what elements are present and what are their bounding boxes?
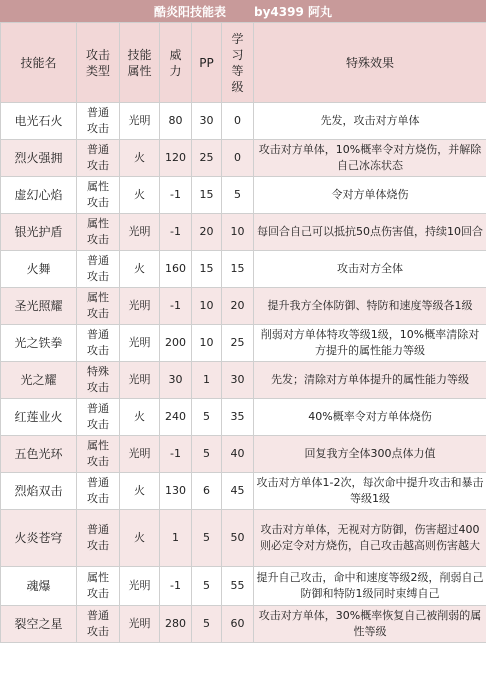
header-power: 威 力: [160, 23, 192, 103]
skill-name-cell: 光之铁拳: [1, 325, 77, 362]
pp-cell: 10: [192, 325, 222, 362]
learn-level-cell: 60: [222, 606, 254, 643]
learn-level-cell: 15: [222, 251, 254, 288]
special-effect-cell: 先发；清除对方单体提升的属性能力等级: [254, 362, 486, 399]
table-row: [1, 473, 486, 510]
learn-level-cell: 45: [222, 473, 254, 510]
table-body: [1, 103, 486, 643]
header-skill-name: 技能名: [1, 23, 77, 103]
special-effect-cell: 回复我方全体300点体力值: [254, 436, 486, 473]
learn-level-cell: 20: [222, 288, 254, 325]
power-cell: 120: [160, 140, 192, 177]
pp-cell: 5: [192, 567, 222, 606]
skill-attribute-cell: 光明: [120, 103, 160, 140]
power-cell: 280: [160, 606, 192, 643]
special-effect-cell: 令对方单体烧伤: [254, 177, 486, 214]
pp-cell: 15: [192, 177, 222, 214]
attack-type-cell: 普通 攻击: [77, 325, 120, 362]
learn-level-cell: 25: [222, 325, 254, 362]
table-author: by4399 阿丸: [254, 4, 332, 19]
skill-name-cell: 烈焰双击: [1, 473, 77, 510]
special-effect-cell: 攻击对方单体，10%概率令对方烧伤，并解除自己冰冻状态: [254, 140, 486, 177]
skill-name-cell: 火舞: [1, 251, 77, 288]
learn-level-cell: 30: [222, 362, 254, 399]
skill-attribute-cell: 光明: [120, 362, 160, 399]
power-cell: 160: [160, 251, 192, 288]
learn-level-cell: 55: [222, 567, 254, 606]
skill-attribute-cell: 光明: [120, 436, 160, 473]
skill-attribute-cell: 光明: [120, 325, 160, 362]
special-effect-cell: 攻击对方单体1-2次，每次命中提升攻击和暴击等级1级: [254, 473, 486, 510]
table-row: [1, 214, 486, 251]
skill-name-cell: 烈火强拥: [1, 140, 77, 177]
special-effect-cell: 提升自己攻击，命中和速度等级2级，削弱自己防御和特防1级同时束缚自己: [254, 567, 486, 606]
table-title-bar: [0, 0, 486, 23]
attack-type-cell: 属性 攻击: [77, 177, 120, 214]
special-effect-cell: 提升我方全体防御、特防和速度等级各1级: [254, 288, 486, 325]
power-cell: -1: [160, 177, 192, 214]
skill-attribute-cell: 火: [120, 473, 160, 510]
power-cell: -1: [160, 214, 192, 251]
skill-attribute-cell: 光明: [120, 214, 160, 251]
learn-level-cell: 10: [222, 214, 254, 251]
table-row: [1, 251, 486, 288]
skill-name-cell: 红莲业火: [1, 399, 77, 436]
pp-cell: 25: [192, 140, 222, 177]
power-cell: -1: [160, 436, 192, 473]
power-cell: 200: [160, 325, 192, 362]
pp-cell: 5: [192, 436, 222, 473]
attack-type-cell: 特殊 攻击: [77, 362, 120, 399]
learn-level-cell: 0: [222, 103, 254, 140]
skill-name-cell: 光之耀: [1, 362, 77, 399]
table-row: [1, 177, 486, 214]
skill-attribute-cell: 光明: [120, 606, 160, 643]
attack-type-cell: 普通 攻击: [77, 103, 120, 140]
pp-cell: 10: [192, 288, 222, 325]
skill-table: [0, 22, 486, 643]
header-skill-attribute: 技能 属性: [120, 23, 160, 103]
table-row: [1, 510, 486, 567]
power-cell: 240: [160, 399, 192, 436]
special-effect-cell: 攻击对方单体，无视对方防御，伤害超过400则必定令对方烧伤，自己攻击越高则伤害越大: [254, 510, 486, 567]
skill-attribute-cell: 火: [120, 140, 160, 177]
table-row: [1, 288, 486, 325]
learn-level-cell: 5: [222, 177, 254, 214]
header-attack-type: 攻击 类型: [77, 23, 120, 103]
table-row: [1, 362, 486, 399]
skill-attribute-cell: 火: [120, 177, 160, 214]
table-header-row: [1, 23, 486, 103]
power-cell: -1: [160, 288, 192, 325]
pp-cell: 1: [192, 362, 222, 399]
attack-type-cell: 普通 攻击: [77, 251, 120, 288]
pp-cell: 5: [192, 399, 222, 436]
pp-cell: 5: [192, 606, 222, 643]
skill-name-cell: 裂空之星: [1, 606, 77, 643]
power-cell: 30: [160, 362, 192, 399]
attack-type-cell: 普通 攻击: [77, 510, 120, 567]
table-row: [1, 140, 486, 177]
special-effect-cell: 攻击对方全体: [254, 251, 486, 288]
attack-type-cell: 属性 攻击: [77, 214, 120, 251]
attack-type-cell: 属性 攻击: [77, 436, 120, 473]
power-cell: 80: [160, 103, 192, 140]
header-learn-level: 学 习 等 级: [222, 23, 254, 103]
learn-level-cell: 50: [222, 510, 254, 567]
table-row: [1, 436, 486, 473]
attack-type-cell: 普通 攻击: [77, 140, 120, 177]
special-effect-cell: 40%概率令对方单体烧伤: [254, 399, 486, 436]
pp-cell: 20: [192, 214, 222, 251]
pp-cell: 30: [192, 103, 222, 140]
skill-attribute-cell: 火: [120, 510, 160, 567]
power-cell: 130: [160, 473, 192, 510]
skill-name-cell: 五色光环: [1, 436, 77, 473]
skill-name-cell: 电光石火: [1, 103, 77, 140]
table-title: 酷炎阳技能表: [153, 4, 226, 19]
special-effect-cell: 削弱对方单体特攻等级1级，10%概率清除对方提升的属性能力等级: [254, 325, 486, 362]
skill-name-cell: 银光护盾: [1, 214, 77, 251]
skill-name-cell: 火炎苍穹: [1, 510, 77, 567]
learn-level-cell: 40: [222, 436, 254, 473]
special-effect-cell: 每回合自己可以抵抗50点伤害值，持续10回合: [254, 214, 486, 251]
pp-cell: 6: [192, 473, 222, 510]
power-cell: -1: [160, 567, 192, 606]
skill-attribute-cell: 火: [120, 399, 160, 436]
special-effect-cell: 先发，攻击对方单体: [254, 103, 486, 140]
skill-attribute-cell: 火: [120, 251, 160, 288]
skill-name-cell: 虚幻心焰: [1, 177, 77, 214]
table-row: [1, 325, 486, 362]
skill-name-cell: 魂爆: [1, 567, 77, 606]
attack-type-cell: 普通 攻击: [77, 606, 120, 643]
attack-type-cell: 普通 攻击: [77, 399, 120, 436]
table-row: [1, 567, 486, 606]
skill-name-cell: 圣光照耀: [1, 288, 77, 325]
table-row: [1, 399, 486, 436]
header-pp: PP: [192, 23, 222, 103]
attack-type-cell: 属性 攻击: [77, 567, 120, 606]
header-special-effect: 特殊效果: [254, 23, 486, 103]
attack-type-cell: 普通 攻击: [77, 473, 120, 510]
table-row: [1, 606, 486, 643]
attack-type-cell: 属性 攻击: [77, 288, 120, 325]
table-row: [1, 103, 486, 140]
pp-cell: 5: [192, 510, 222, 567]
power-cell: 1: [160, 510, 192, 567]
learn-level-cell: 35: [222, 399, 254, 436]
learn-level-cell: 0: [222, 140, 254, 177]
skill-attribute-cell: 光明: [120, 288, 160, 325]
special-effect-cell: 攻击对方单体，30%概率恢复自己被削弱的属性等级: [254, 606, 486, 643]
pp-cell: 15: [192, 251, 222, 288]
skill-attribute-cell: 光明: [120, 567, 160, 606]
